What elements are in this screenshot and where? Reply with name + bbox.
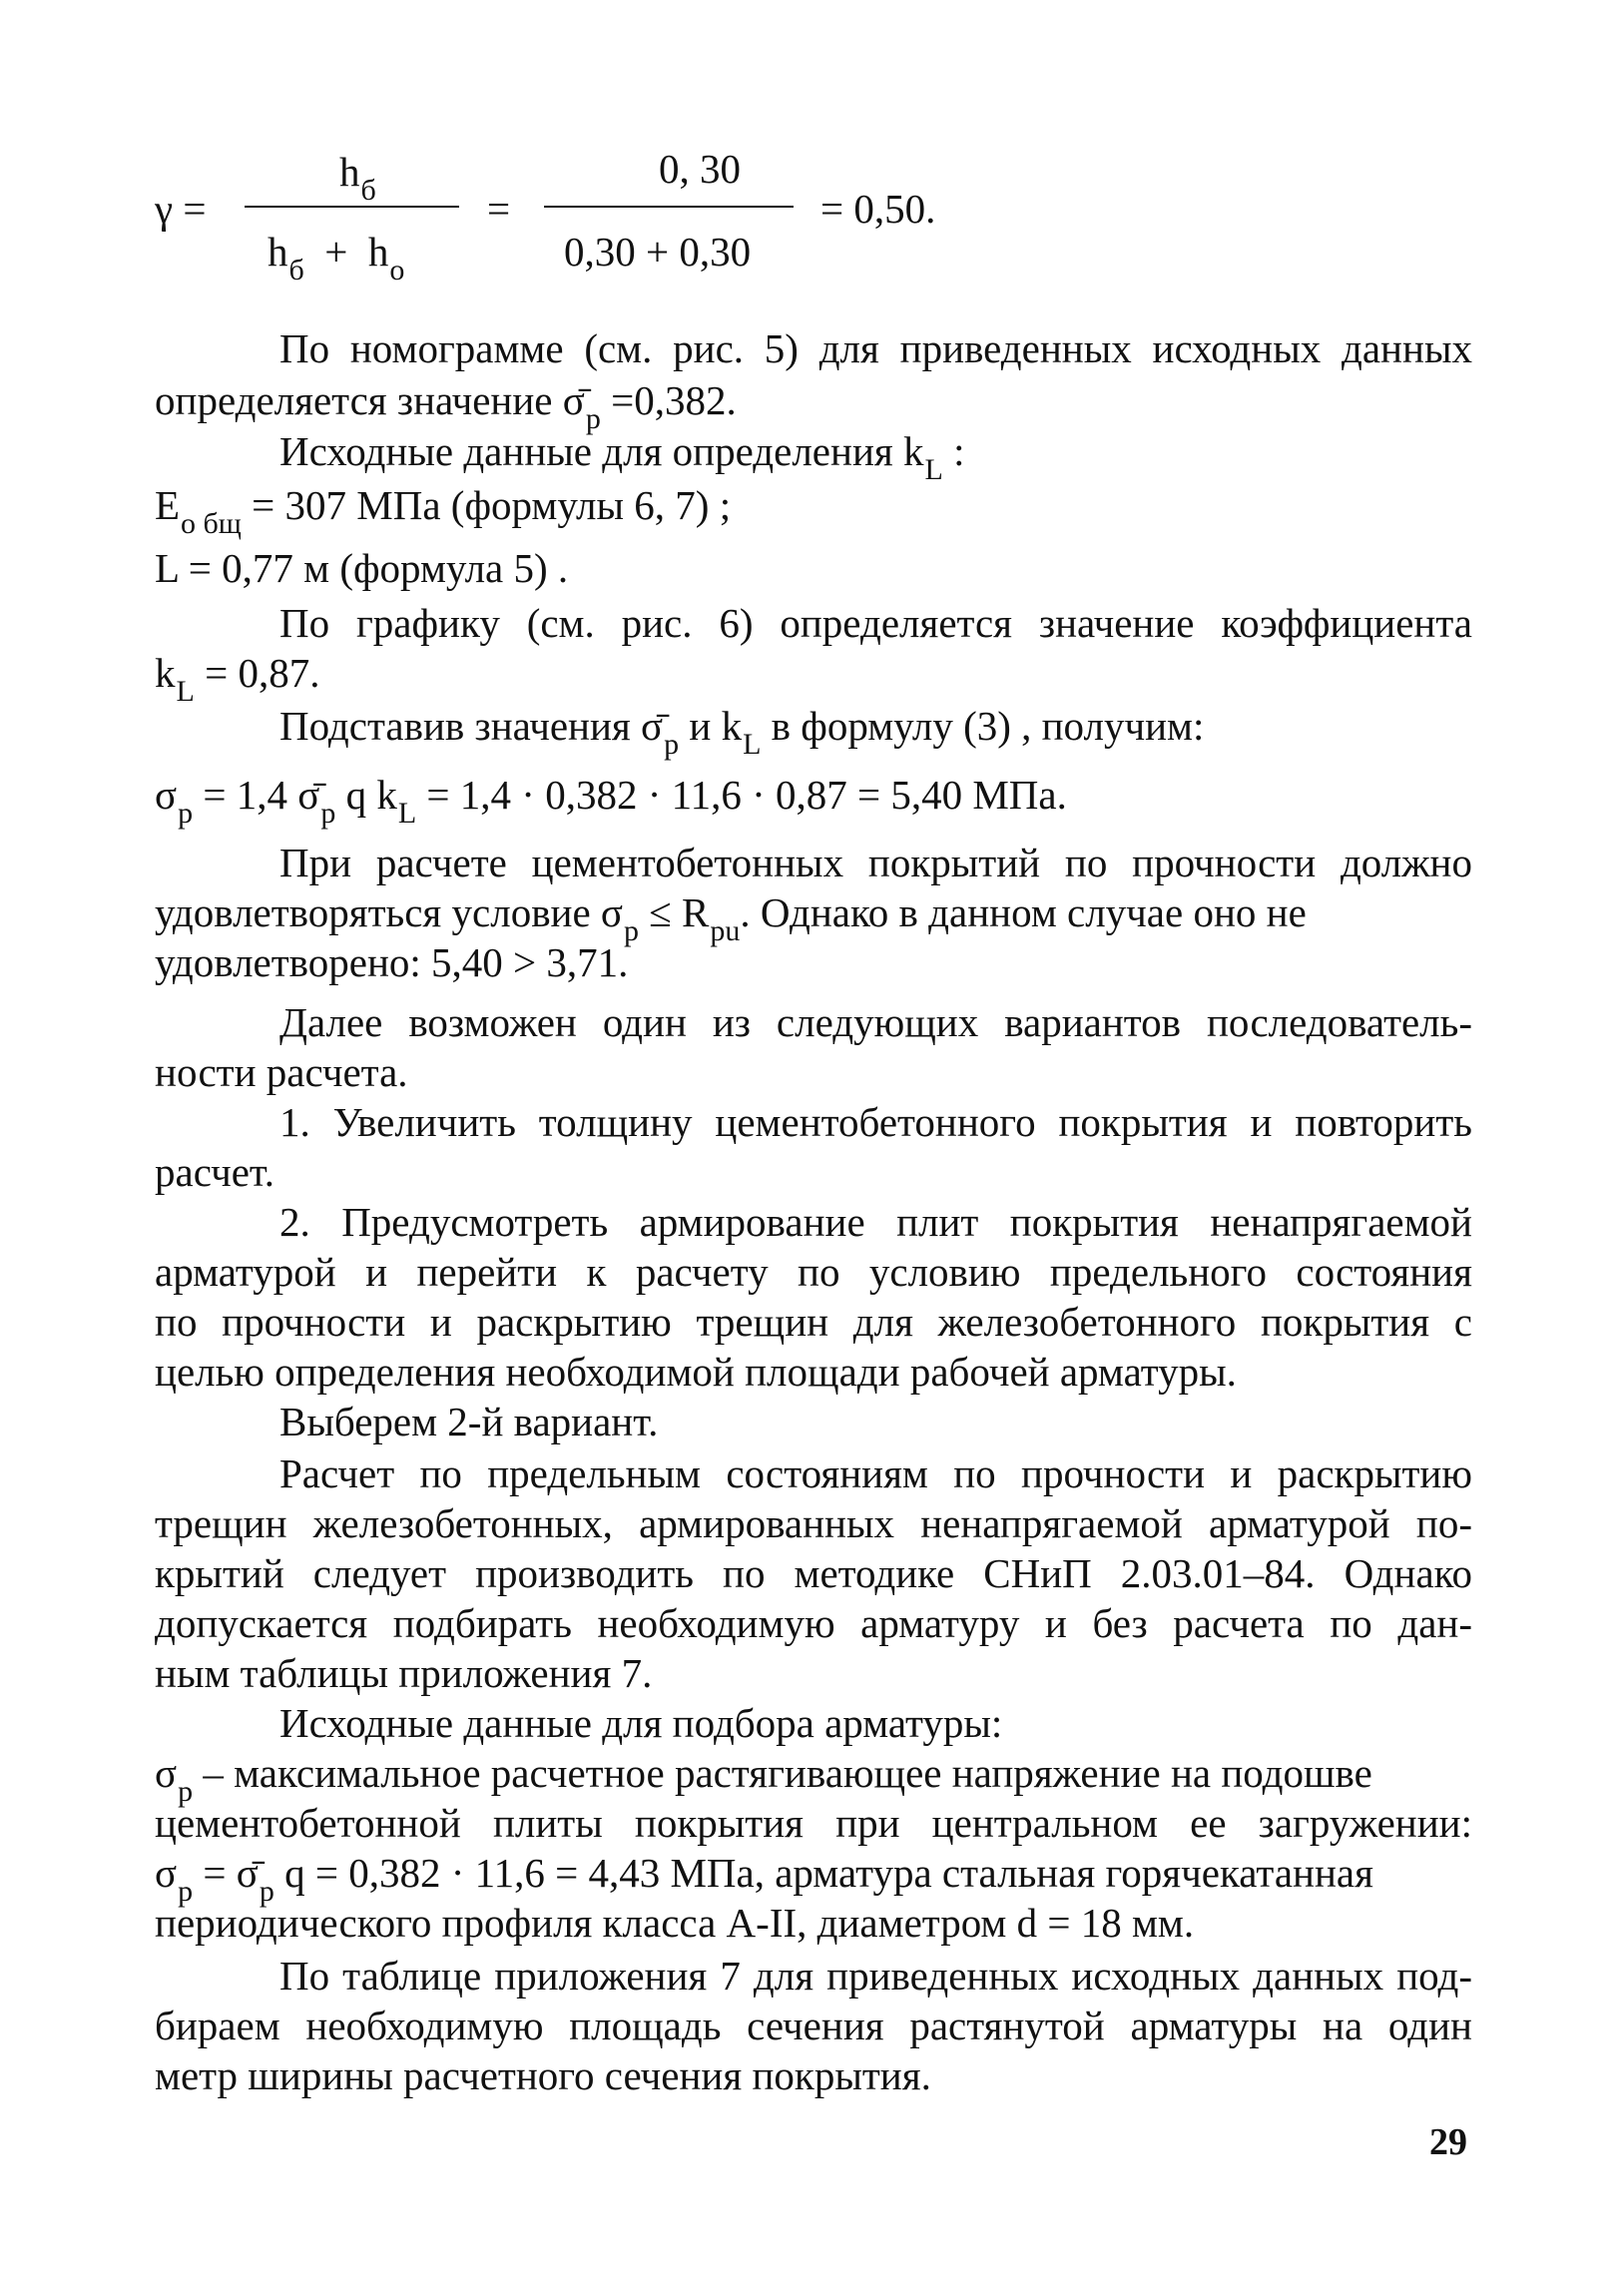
paragraph-line: L = 0,77 м (формула 5) . bbox=[155, 545, 569, 591]
paragraph-line: удовлетворяться условие $\sigma_р \le R_{pu}$. Однако в данном случае оно не bbox=[155, 889, 1307, 947]
paragraph-line: трещин железобетонных, армированных ненапрягаемой арматурой по- bbox=[155, 1500, 1472, 1546]
formula-numerator-2: 0, 30 bbox=[659, 146, 741, 192]
paragraph-line: ности расчета. bbox=[155, 1049, 408, 1095]
paragraph-line: метр ширины расчетного сечения покрытия. bbox=[155, 2052, 931, 2098]
paragraph-line: Подставив значения $\sigmā_р$ и $k_L$ в формулу (3) , получим: bbox=[279, 703, 1205, 761]
paragraph-line: $\sigma_р$ – максимальное расчетное растягивающее напряжение на подошве bbox=[155, 1750, 1372, 1808]
paragraph-line: по прочности и раскрытию трещин для железобетонного покрытия с bbox=[155, 1299, 1472, 1345]
paragraph-line: цементобетонной плиты покрытия при центральном ее загружении: bbox=[155, 1800, 1472, 1846]
paragraph-line: крытий следует производить по методике СНиП 2.03.01–84. Однако bbox=[155, 1550, 1472, 1596]
paragraph-line: При расчете цементобетонных покрытий по прочности должно bbox=[279, 840, 1472, 885]
paragraph-line: По таблице приложения 7 для приведенных исходных данных под- bbox=[279, 1953, 1472, 1999]
paragraph-line: арматурой и перейти к расчету по условию предельного состояния bbox=[155, 1249, 1472, 1295]
paragraph-line: определяется значение $\sigmā_р =0,382$. bbox=[155, 377, 737, 435]
paragraph-line: Исходные данные для определения $k_L$ : bbox=[279, 428, 965, 486]
paragraph-line: $k_L = 0,87$. bbox=[155, 650, 320, 708]
paragraph-line: $\sigma_р$ = $\sigmā_р$ q = 0,382 · 11,6 = 4,43 МПа, арматура стальная горячекатанная bbox=[155, 1850, 1373, 1908]
paragraph-line: ным таблицы приложения 7. bbox=[155, 1650, 653, 1696]
page-number: 29 bbox=[1429, 2121, 1467, 2163]
paragraph-line: удовлетворено: 5,40 > 3,71. bbox=[155, 939, 629, 985]
paragraph-line: По графику (см. рис. 6) определяется значение коэффициента bbox=[279, 600, 1472, 646]
formula-denominator-1: $h_б + h_o$ bbox=[268, 229, 405, 287]
paragraph-line: $E_{о бщ} = 307$ МПа (формулы 6, 7) ; bbox=[155, 482, 732, 540]
list-item-2: 2. Предусмотреть армирование плит покрытия ненапрягаемой bbox=[279, 1199, 1472, 1245]
formula-lhs: γ = bbox=[155, 186, 207, 232]
paragraph-line: Далее возможен один из следующих вариантов последователь- bbox=[279, 999, 1472, 1045]
paragraph-line: Выберем 2-й вариант. bbox=[279, 1399, 659, 1444]
paragraph-line: бираем необходимую площадь сечения растянутой арматуры на один bbox=[155, 2003, 1472, 2048]
formula-denominator-2: 0,30 + 0,30 bbox=[564, 229, 752, 275]
paragraph-line: допускается подбирать необходимую арматуру и без расчета по дан- bbox=[155, 1600, 1472, 1646]
formula-eq-1: = bbox=[487, 186, 511, 232]
fraction-bar-2 bbox=[544, 206, 794, 208]
paragraph-line: периодического профиля класса А-II, диаметром d = 18 мм. bbox=[155, 1900, 1195, 1946]
paragraph-line: Расчет по предельным состояниям по прочности и раскрытию bbox=[279, 1450, 1472, 1496]
paragraph-line: Исходные данные для подбора арматуры: bbox=[279, 1700, 1003, 1746]
paragraph-line: По номограмме (см. рис. 5) для приведенных исходных данных bbox=[279, 325, 1472, 371]
formula-numerator-1: $h_б$ bbox=[339, 149, 376, 207]
paragraph-line: целью определения необходимой площади рабочей арматуры. bbox=[155, 1349, 1237, 1395]
formula-result: = 0,50. bbox=[820, 186, 936, 232]
paragraph-line: расчет. bbox=[155, 1149, 274, 1195]
list-item-1: 1. Увеличить толщину цементобетонного покрытия и повторить bbox=[279, 1099, 1472, 1145]
fraction-bar-1 bbox=[245, 206, 459, 208]
formula-sigma-p: $\sigma_р = 1,4$ $\sigmā_р$ q $k_L = 1,4 \cdot 0,382 \cdot 11,6 \cdot 0,87 = 5,40$ МПа. bbox=[155, 772, 1067, 830]
